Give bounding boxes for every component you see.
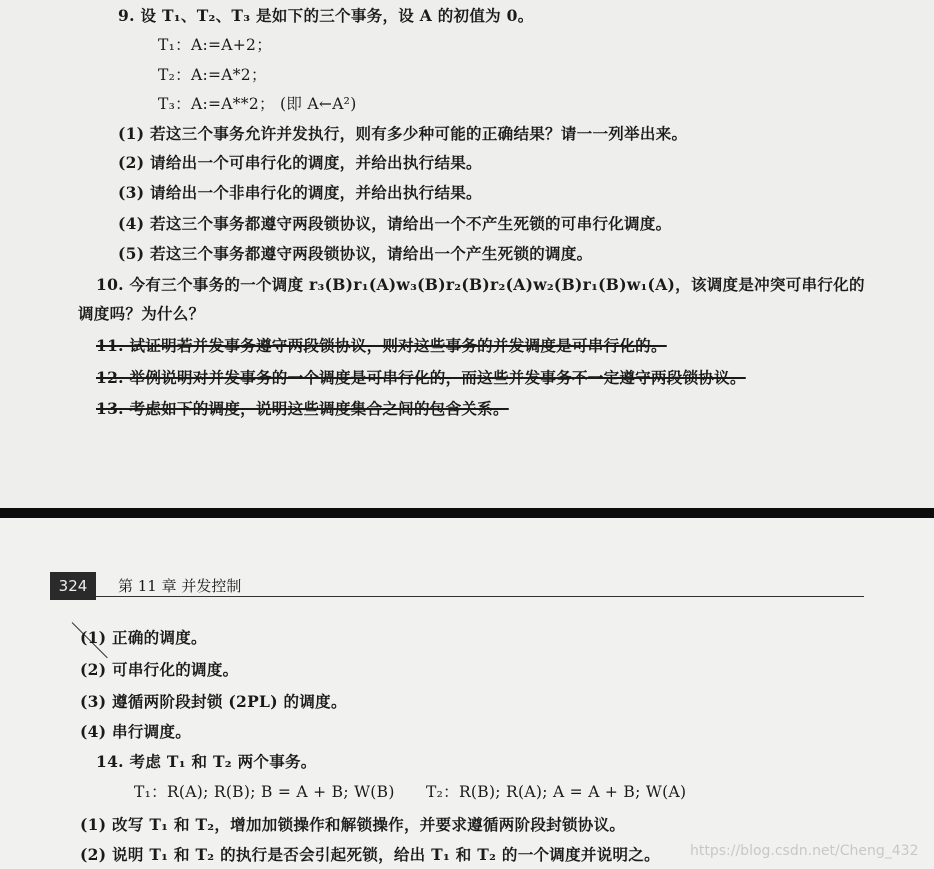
watermark: https://blog.csdn.net/Cheng_432 [690,843,919,859]
t2-ops: T₂：R(B); R(A); A = A + B; W(A) [426,783,687,801]
page-divider [0,508,934,518]
question-9: 9. 设 T₁、T₂、T₃ 是如下的三个事务，设 A 的初值为 0。 [118,6,534,25]
item-3: (3) 遵循两阶段封锁 (2PL) 的调度。 [80,692,347,711]
question-13: 13. 考虑如下的调度，说明这些调度集合之间的包含关系。 [96,399,509,418]
item-4: (4) 串行调度。 [80,722,192,741]
t1-ops: T₁：R(A); R(B); B = A + B; W(B) [134,783,395,801]
item-2: (2) 可串行化的调度。 [80,660,239,679]
item-1: (1) 正确的调度。 [80,628,207,647]
q14-part1: (1) 改写 T₁ 和 T₂，增加加锁操作和解锁操作，并要求遵循两阶段封锁协议。 [80,815,626,834]
chapter-header: 第 11 章 并发控制 [118,577,242,595]
question-10: 10. 今有三个事务的一个调度 r₃(B)r₁(A)w₃(B)r₂(B)r₂(A)w₂(B)r₁(B)w₁(A)，该调度是冲突可串行化的 [96,275,865,294]
t1-def: T₁：A:=A+2； [158,36,272,54]
q9-part4: (4) 若这三个事务都遵守两段锁协议，请给出一个不产生死锁的可串行化调度。 [118,214,672,233]
question-12: 12. 举例说明对并发事务的一个调度是可串行化的，而这些并发事务不一定遵守两段锁协议。 [96,368,746,387]
q9-part3: (3) 请给出一个非串行化的调度，并给出执行结果。 [118,183,482,202]
question-10-cont: 调度吗？为什么？ [78,304,205,323]
question-14: 14. 考虑 T₁ 和 T₂ 两个事务。 [96,752,317,771]
q9-part5: (5) 若这三个事务都遵守两段锁协议，请给出一个产生死锁的调度。 [118,244,593,263]
question-11: 11. 试证明若并发事务遵守两段锁协议，则对这些事务的并发调度是可串行化的。 [96,336,667,355]
page-number: 324 [50,572,96,600]
q9-part2: (2) 请给出一个可串行化的调度，并给出执行结果。 [118,153,482,172]
header-rule [96,596,864,597]
t2-def: T₂：A:=A*2； [158,66,267,84]
q9-part1: (1) 若这三个事务允许并发执行，则有多少种可能的正确结果？请一一列举出来。 [118,124,688,143]
t3-def: T₃：A:=A**2； (即 A←A²) [158,95,357,113]
q14-part2: (2) 说明 T₁ 和 T₂ 的执行是否会引起死锁，给出 T₁ 和 T₂ 的一个调度并说明之。 [80,845,660,864]
